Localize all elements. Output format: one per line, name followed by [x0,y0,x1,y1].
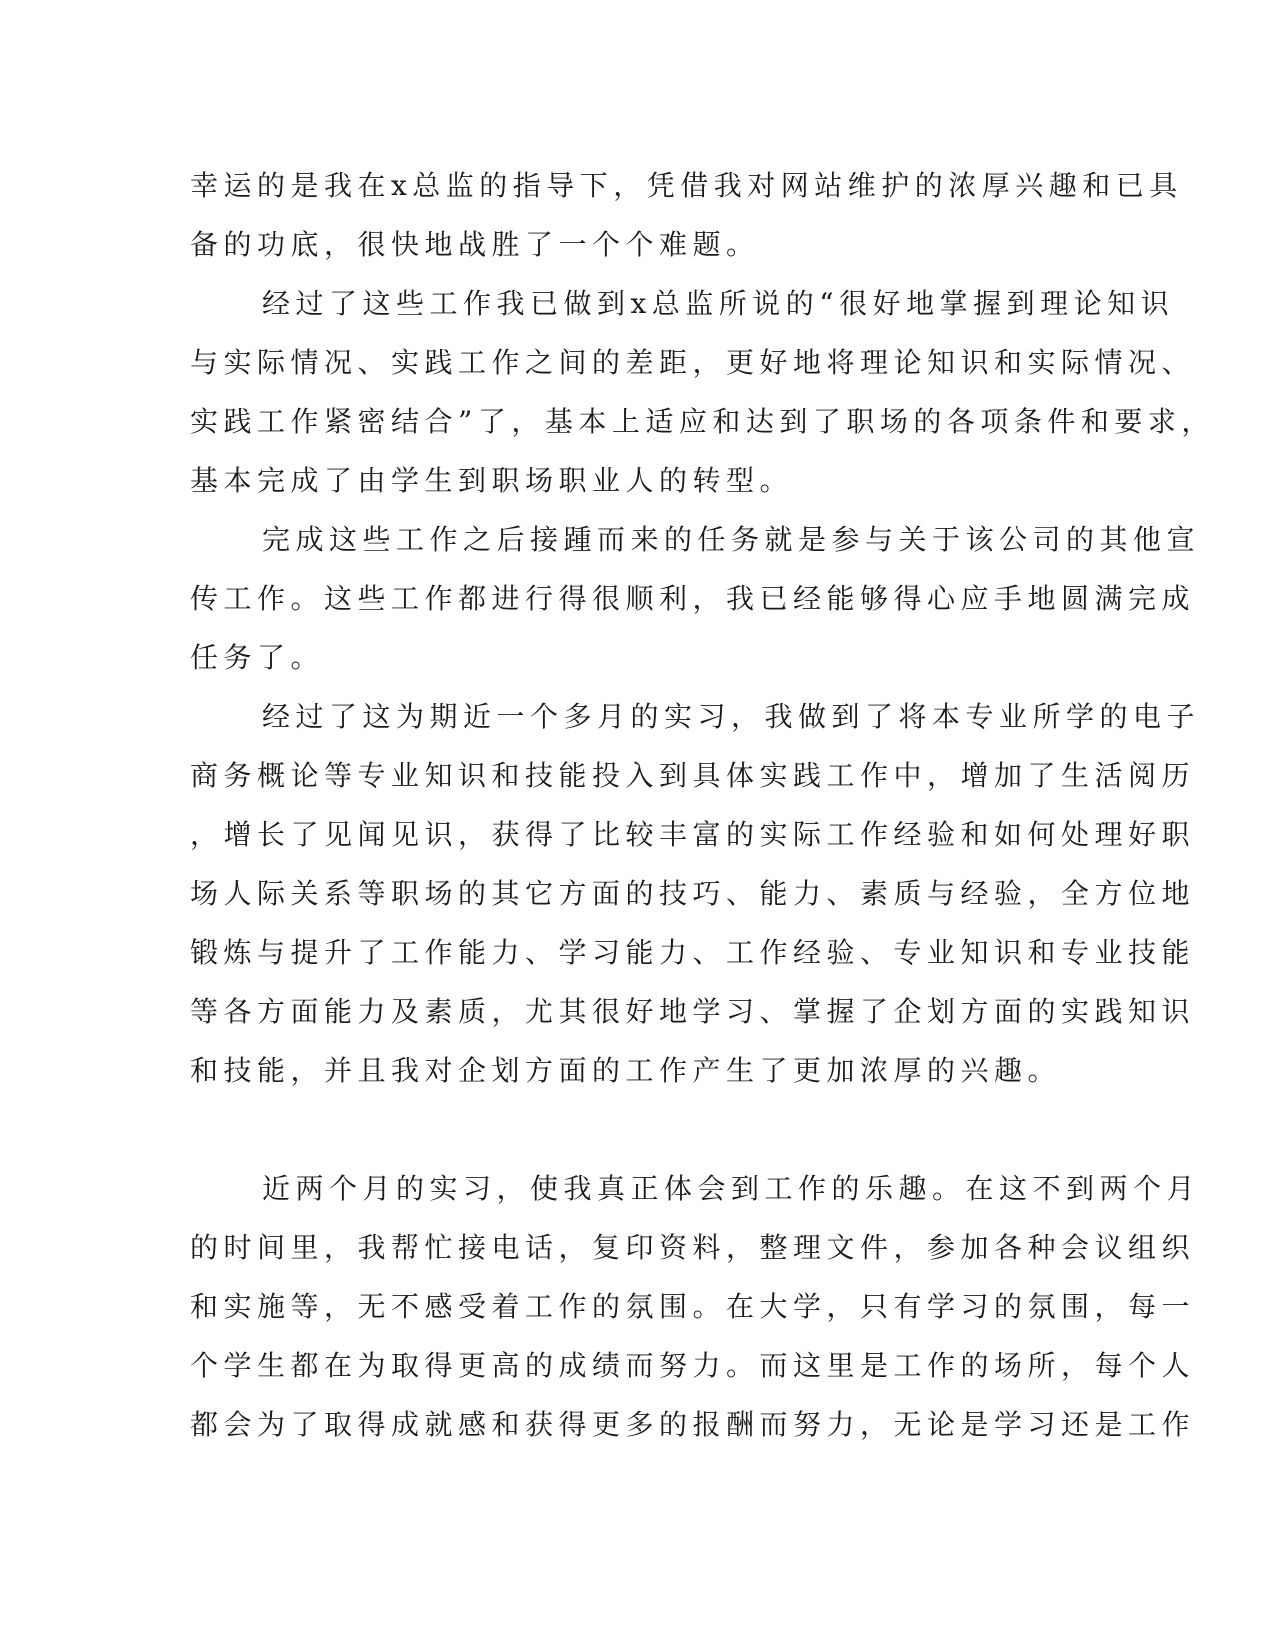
paragraph-3 [190,510,1201,687]
text-line: 任务了。 [190,641,325,674]
text-line: 完成这些工作之后接踵而来的任务就是参与关于该公司的其他宣 [262,523,1201,556]
paragraph-4 [190,687,1201,1159]
text-line [190,1100,1070,1159]
text-line: 经过了这些工作我已做到x总监所说的“很好地掌握到理论知识 [262,287,1175,320]
text-line: 个学生都在为取得更高的成绩而努力。而这里是工作的场所，每个人 [190,1349,1196,1382]
text-line: 和技能，并且我对企划方面的工作产生了更加浓厚的兴趣。 [190,1054,1062,1087]
text-line: 等各方面能力及素质，尤其很好地学习、掌握了企划方面的实践知识 [190,995,1196,1028]
text-line: 幸运的是我在x总监的指导下，凭借我对网站维护的浓厚兴趣和已具 [190,169,1183,202]
text-line: 的时间里，我帮忙接电话，复印资料，整理文件，参加各种会议组织 [190,1231,1196,1264]
text-line: 实践工作紧密结合”了，基本上适应和达到了职场的各项条件和要求， [190,405,1215,438]
text-line: 备的功底，很快地战胜了一个个难题。 [190,228,760,261]
text-line: 锻炼与提升了工作能力、学习能力、工作经验、专业知识和专业技能 [190,936,1196,969]
text-line: 和实施等，无不感受着工作的氛围。在大学，只有学习的氛围，每一 [190,1290,1196,1323]
text-line: ，增长了见闻见识，获得了比较丰富的实际工作经验和如何处理好职 [190,818,1196,851]
text-line: 商务概论等专业知识和技能投入到具体实践工作中，增加了生活阅历 [190,759,1196,792]
text-line: 近两个月的实习，使我真正体会到工作的乐趣。在这不到两个月 [262,1172,1201,1205]
text-line: 都会为了取得成就感和获得更多的报酬而努力，无论是学习还是工作 [190,1408,1196,1441]
text-line: 与实际情况、实践工作之间的差距，更好地将理论知识和实际情况、 [190,346,1196,379]
text-line: 基本完成了由学生到职场职业人的转型。 [190,464,794,497]
text-line: 场人际关系等职场的其它方面的技巧、能力、素质与经验，全方位地 [190,877,1196,910]
paragraph-5 [190,1159,1201,1454]
text-line: 经过了这为期近一个多月的实习，我做到了将本专业所学的电子 [262,700,1201,733]
paragraph-1 [190,156,1183,274]
document-body [190,156,1215,1454]
paragraph-2 [190,274,1215,510]
text-line: 传工作。这些工作都进行得很顺利，我已经能够得心应手地圆满完成 [190,582,1196,615]
